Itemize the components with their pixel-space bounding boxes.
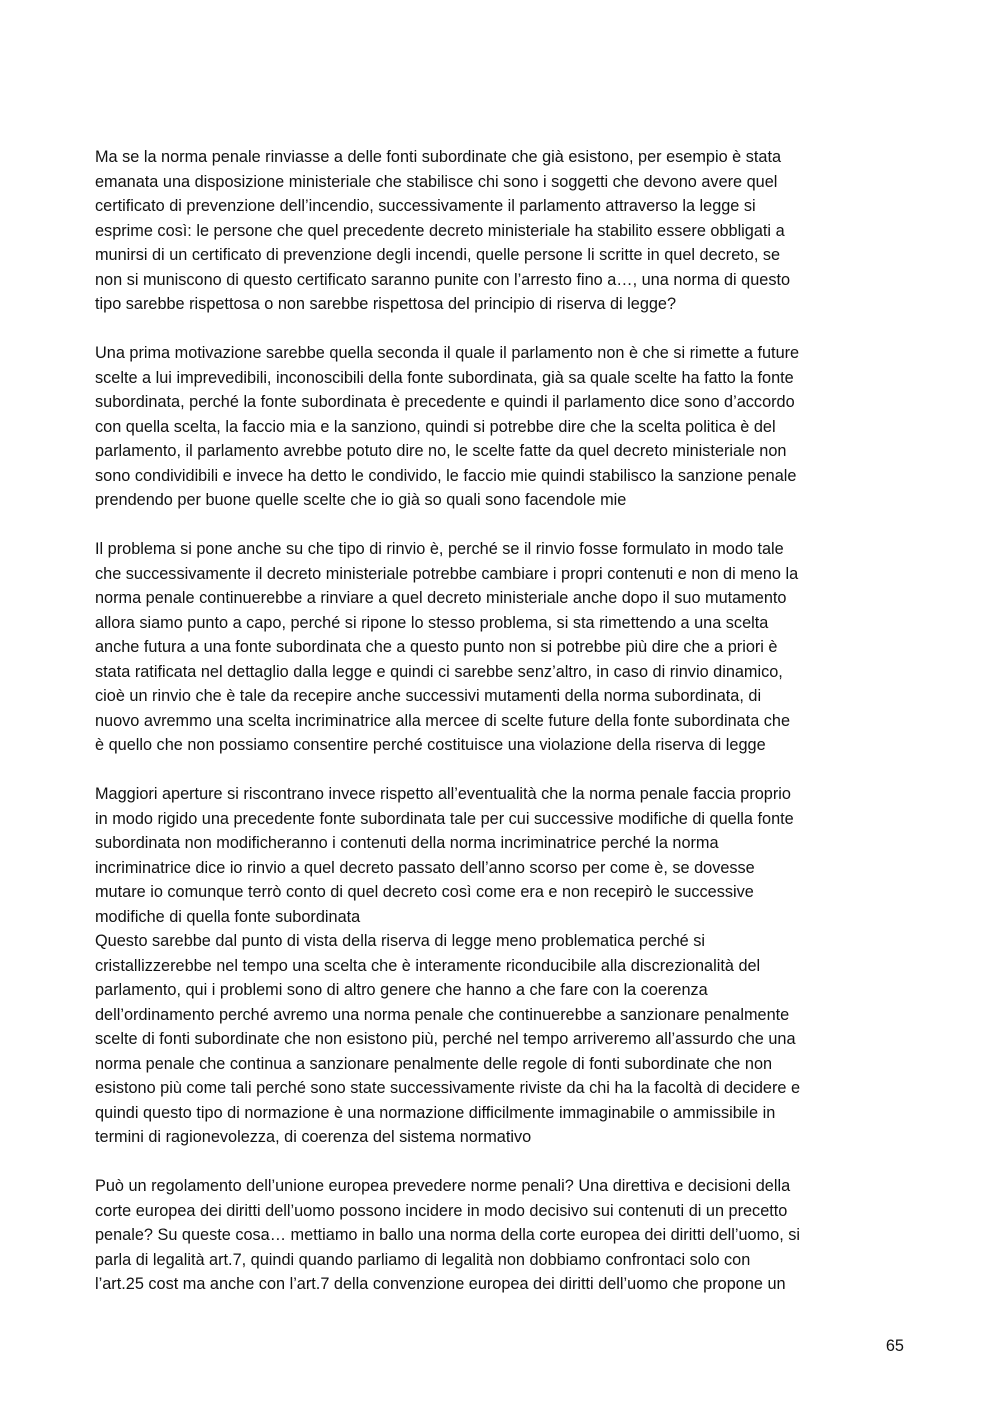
text-line: penale? Su queste cosa… mettiamo in ballo una norma della corte europea dei diritti dell’uomo, si: [95, 1226, 801, 1244]
text-line: tipo sarebbe rispettosa o non sarebbe rispettosa del principio di riserva di legge?: [95, 295, 677, 313]
text-line: cristallizzerebbe nel tempo una scelta che è interamente riconducibile alla discrezionalità del: [95, 956, 761, 975]
text-line: nuovo avremmo una scelta incriminatrice alla mercee di scelte future della fonte subordinata che: [95, 711, 791, 730]
paragraph-p3: [95, 537, 907, 758]
text-line: emanata una disposizione ministeriale che stabilisce chi sono i soggetti che devono avere quel: [95, 172, 778, 191]
paragraph-p1: [95, 145, 907, 317]
text-line: che successivamente il decreto ministeriale potrebbe cambiare i propri contenuti e non di meno la: [95, 564, 799, 583]
text-line: scelte di fonti subordinate che non esistono più, perché nel tempo arriveremo all’assurdo che una: [95, 1030, 796, 1048]
text-line: Questo sarebbe dal punto di vista della riserva di legge meno problematica perché si: [95, 932, 705, 950]
paragraph-p5: [95, 929, 907, 1150]
text-line: cioè un rinvio che è tale da recepire anche successivi mutamenti della norma subordinata, di: [95, 687, 762, 705]
text-line: anche futura a una fonte subordinata che a questo punto non si potrebbe più dire che a priori è: [95, 638, 778, 656]
text-line: con quella scelta, la faccio mia e la sanziono, quindi si potrebbe dire che la scelta politica è del: [95, 417, 776, 436]
text-line: parla di legalità art.7, quindi quando parliamo di legalità non dobbiamo confrontaci solo con: [95, 1250, 751, 1269]
text-line: allora siamo punto a capo, perché si ripone lo stesso problema, si sta rimettendo a una scelta: [95, 613, 769, 632]
text-line: è quello che non possiamo consentire perché costituisce una violazione della riserva di legge: [95, 736, 766, 754]
text-line: subordinata non modificheranno i contenuti della norma incriminatrice perché la norma: [95, 834, 719, 852]
text-line: termini di ragionevolezza, di coerenza del sistema normativo: [95, 1128, 532, 1146]
body-text: [95, 145, 907, 1297]
text-line: parlamento, qui i problemi sono di altro genere che hanno a che fare con la coerenza: [95, 981, 708, 999]
text-line: munirsi di un certificato di prevenzione degli incendi, quelle persone li scritte in quel decreto, se: [95, 246, 781, 264]
paragraph-p2: [95, 341, 907, 513]
text-line: Il problema si pone anche su che tipo di rinvio è, perché se il rinvio fosse formulato in modo tale: [95, 540, 784, 558]
text-line: dell’ordinamento perché avremo una norma penale che continuerebbe a sanzionare penalmente: [95, 1005, 790, 1024]
text-line: Può un regolamento dell’unione europea prevedere norme penali? Una direttiva e decisioni della: [95, 1177, 791, 1195]
text-line: modifiche di quella fonte subordinata: [95, 907, 361, 926]
text-line: corte europea dei diritti dell’uomo possono incidere in modo decisivo sui contenuti di un precetto: [95, 1201, 788, 1220]
text-line: quindi questo tipo di normazione è una normazione difficilmente immaginabile o ammissibile in: [95, 1103, 776, 1122]
text-line: Una prima motivazione sarebbe quella seconda il quale il parlamento non è che si rimette a future: [95, 344, 800, 362]
text-line: non si muniscono di questo certificato saranno punite con l’arresto fino a…, una norma di questo: [95, 270, 791, 289]
text-line: esistono più come tali perché sono state successivamente riviste da chi ha la facoltà di decidere e: [95, 1079, 800, 1097]
text-line: stata ratificata nel dettaglio dalla legge e quindi ci sarebbe senz’altro, in caso di rinvio dinamico,: [95, 662, 783, 681]
text-line: sono condividibili e invece ha detto le condivido, le faccio mie quindi stabilisco la sanzione penale: [95, 466, 797, 485]
text-line: subordinata, perché la fonte subordinata è precedente e quindi il parlamento dice sono d’accordo: [95, 393, 795, 411]
page-number: 65: [885, 1337, 904, 1355]
text-line: Maggiori aperture si riscontrano invece rispetto all’eventualità che la norma penale faccia proprio: [95, 785, 791, 803]
text-line: Ma se la norma penale rinviasse a delle fonti subordinate che già esistono, per esempio è stata: [95, 148, 782, 166]
text-line: esprime così: le persone che quel precedente decreto ministeriale ha stabilito essere obbligati a: [95, 221, 785, 240]
text-line: in modo rigido una precedente fonte subordinata tale per cui successive modifiche di quella fonte: [95, 809, 794, 828]
text-line: norma penale che continua a sanzionare penalmente delle regole di fonti subordinate che non: [95, 1054, 773, 1073]
text-line: incriminatrice dice io rinvio a quel decreto passato dell’anno scorso per come è, se dovesse: [95, 858, 755, 877]
text-line: norma penale continuerebbe a rinviare a quel decreto ministeriale anche dopo il suo mutamento: [95, 589, 787, 607]
text-line: mutare io comunque terrò conto di quel decreto così come era e non recepirò le successive: [95, 883, 754, 901]
text-line: prendendo per buone quelle scelte che io già so quali sono facendole mie: [95, 491, 627, 509]
text-line: parlamento, il parlamento avrebbe potuto dire no, le scelte fatte da quel decreto ministeriale non: [95, 442, 787, 460]
paragraph-p4: [95, 782, 907, 929]
text-line: certificato di prevenzione dell’incendio, successivamente il parlamento attraverso la legge si: [95, 197, 756, 215]
text-line: l’art.25 cost ma anche con l’art.7 della convenzione europea dei diritti dell’uomo che propone un: [95, 1275, 786, 1293]
paragraph-p6: [95, 1174, 907, 1297]
text-line: scelte a lui imprevedibili, inconoscibili della fonte subordinata, già sa quale scelte ha fatto la fonte: [95, 368, 794, 387]
